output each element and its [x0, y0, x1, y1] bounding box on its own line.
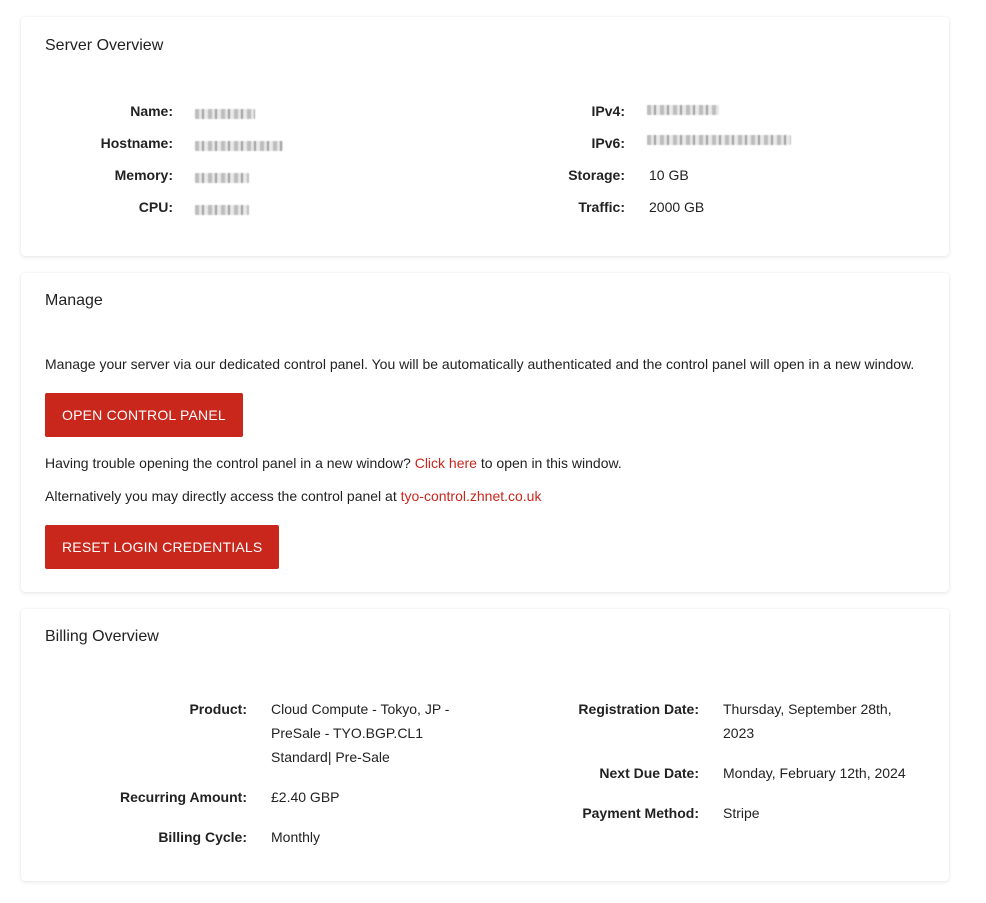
ipv4-label: IPv4:: [591, 103, 625, 119]
billing-overview-title: Billing Overview: [45, 628, 159, 645]
product-line-3: Standard| Pre-Sale: [271, 749, 390, 765]
name-label: Name:: [130, 103, 173, 119]
alternative-prefix: Alternatively you may directly access the control panel at: [45, 488, 397, 504]
open-control-panel-button[interactable]: OPEN CONTROL PANEL: [45, 393, 243, 437]
next-due-date-value: Monday, February 12th, 2024: [723, 765, 906, 781]
manage-description: Manage your server via our dedicated control panel. You will be automatically authenticated and the control panel will open in a new window.: [45, 356, 915, 372]
registration-date-label: Registration Date:: [578, 701, 699, 717]
trouble-text: [45, 455, 622, 471]
ipv4-value-redacted: [647, 101, 719, 117]
trouble-suffix: to open in this window.: [480, 455, 622, 471]
memory-label: Memory:: [114, 167, 173, 183]
billing-cycle-label: Billing Cycle:: [158, 829, 247, 845]
traffic-value: 2000 GB: [649, 199, 705, 215]
recurring-amount-label: Recurring Amount:: [119, 789, 247, 805]
registration-date-value: [723, 697, 923, 745]
manage-card: [21, 273, 949, 592]
registration-date-line-2: 2023: [723, 725, 755, 741]
click-here-link[interactable]: Click here: [414, 455, 477, 471]
payment-method-label: Payment Method:: [582, 805, 699, 821]
traffic-label: Traffic:: [578, 199, 625, 215]
hostname-value-redacted: [195, 137, 283, 153]
alternative-access-text: [45, 488, 541, 504]
product-line-2: PreSale - TYO.BGP.CL1: [271, 725, 423, 741]
next-due-date-label: Next Due Date:: [599, 765, 699, 781]
trouble-prefix: Having trouble opening the control panel in a new window?: [45, 455, 411, 471]
reset-login-credentials-button[interactable]: RESET LOGIN CREDENTIALS: [45, 525, 279, 569]
product-label: Product:: [189, 701, 247, 717]
billing-overview-card: [21, 609, 949, 881]
control-panel-url-link[interactable]: tyo-control.zhnet.co.uk: [400, 488, 542, 504]
registration-date-line-1: Thursday, September 28th,: [723, 701, 892, 717]
ipv6-label: IPv6:: [591, 135, 625, 151]
recurring-amount-value: £2.40 GBP: [271, 789, 340, 805]
storage-value: 10 GB: [649, 167, 689, 183]
name-value-redacted: [195, 105, 255, 121]
cpu-label: CPU:: [138, 199, 173, 215]
server-overview-card: [21, 17, 949, 256]
ipv6-value-redacted: [647, 131, 791, 147]
payment-method-value: Stripe: [723, 805, 760, 821]
product-line-1: Cloud Compute - Tokyo, JP -: [271, 701, 450, 717]
billing-cycle-value: Monthly: [271, 829, 321, 845]
hostname-label: Hostname:: [100, 135, 173, 151]
server-overview-title: Server Overview: [45, 37, 164, 54]
memory-value-redacted: [195, 169, 249, 185]
product-value: [271, 697, 471, 769]
cpu-value-redacted: [195, 201, 249, 217]
storage-label: Storage:: [568, 167, 625, 183]
manage-title: Manage: [45, 292, 103, 309]
